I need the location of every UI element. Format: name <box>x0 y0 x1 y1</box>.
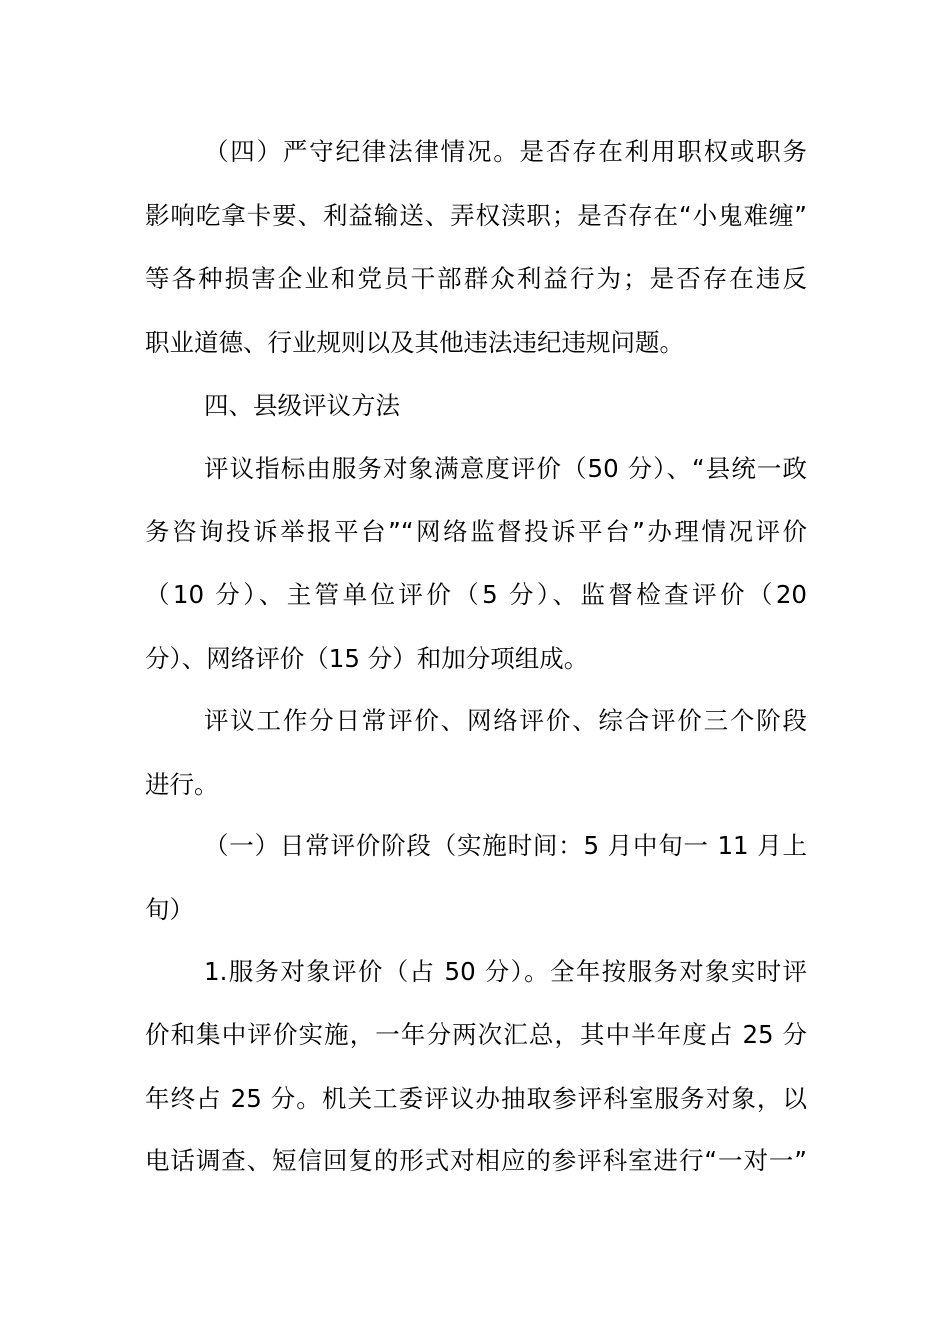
paragraph-line: 年终占 25 分。机关工委评议办抽取参评科室服务对象，以 <box>145 1084 807 1113</box>
paragraph-line: 影响吃拿卡要、利益输送、弄权渎职；是否存在“小鬼难缠” <box>145 201 807 230</box>
subsection-heading: （一）日常评价阶段（实施时间：5 月中旬一 11 月上 <box>204 831 807 860</box>
paragraph-line: （10 分）、主管单位评价（5 分）、监督检查评价（20 <box>145 580 807 609</box>
paragraph-line: （四）严守纪律法律情况。是否存在利用职权或职务 <box>204 137 807 166</box>
subsection-heading-continued: 旬） <box>145 895 194 924</box>
paragraph-line: 务咨询投诉举报平台”“网络监督投诉平台”办理情况评价 <box>145 517 807 546</box>
paragraph-line: 职业道德、行业规则以及其他违法违纪违规问题。 <box>145 328 684 357</box>
paragraph-line: 电话调查、短信回复的形式对相应的参评科室进行“一对一” <box>145 1146 807 1175</box>
paragraph-line: 评议工作分日常评价、网络评价、综合评价三个阶段 <box>204 706 807 735</box>
paragraph-line: 进行。 <box>145 770 219 799</box>
paragraph-line: 分）、网络评价（15 分）和加分项组成。 <box>145 644 589 673</box>
paragraph-line: 1.服务对象评价（占 50 分）。全年按服务对象实时评 <box>204 957 807 986</box>
section-heading: 四、县级评议方法 <box>204 391 400 420</box>
paragraph-line: 等各种损害企业和党员干部群众利益行为；是否存在违反 <box>145 264 807 293</box>
paragraph-line: 评议指标由服务对象满意度评价（50 分）、“县统一政 <box>204 454 807 483</box>
paragraph-line: 价和集中评价实施，一年分两次汇总，其中半年度占 25 分 <box>145 1020 807 1049</box>
